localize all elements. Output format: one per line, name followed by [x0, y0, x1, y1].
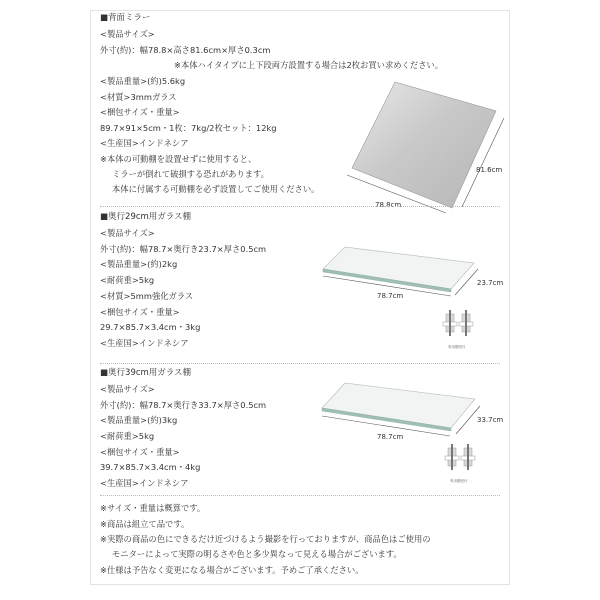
shelf39-heading: ■奥行39cm用ガラス棚 — [100, 368, 192, 378]
note-line: モニターによって実際の明るさや色と多少異なって見える場合がございます。 — [112, 549, 402, 559]
note-line: ※商品は組立て品です。 — [100, 519, 190, 529]
shelf39-spec-line: 39.7×85.7×3.4cm・4kg — [100, 462, 201, 472]
shelf39-spec-line: <製品サイズ> — [100, 384, 155, 394]
mirror-spec-line: ミラーが倒れて破損する恐れがあります。 — [112, 169, 269, 179]
shelf29-spec-line: <生産国>インドネシア — [100, 338, 189, 348]
shelf39-spec-line: <生産国>インドネシア — [100, 478, 189, 488]
section-divider — [100, 495, 500, 496]
note-line: ※仕様は予告なく変更になる場合がございます。予めご了承ください。 — [100, 565, 364, 575]
shelf29-spec-line: <製品重量>(約)2kg — [100, 259, 178, 269]
shelf29-spec-line: <材質>5mm強化ガラス — [100, 291, 194, 301]
mirror-spec-line: <製品重量>(約)5.6kg — [100, 76, 186, 86]
shelf39-spec-line: <耐荷重>5kg — [100, 431, 155, 441]
shelf39-spec-line: <梱包サイズ・重量> — [100, 447, 180, 457]
shelf39-spec-line: <製品重量>(約)3kg — [100, 415, 178, 425]
mirror-heading: ■背面ミラー — [100, 13, 151, 23]
shelf29-spec-line: <耐荷重>5kg — [100, 275, 155, 285]
shelf29-depth-label: 23.7cm — [477, 279, 504, 287]
mirror-spec-line: ※本体ハイタイプに上下段両方設置する場合は2枚お買い求めください。 — [174, 60, 444, 70]
shelf39-bracket-icon — [442, 442, 482, 478]
mirror-spec-line: <梱包サイズ・重量> — [100, 107, 180, 117]
mirror-spec-line: 89.7×91×5cm・1枚：7kg/2枚セット：12kg — [100, 123, 277, 133]
mirror-spec-line: <材質>3mmガラス — [100, 92, 177, 102]
shelf39-bracket-label: 専用棚受付 — [450, 479, 468, 483]
shelf29-spec-line: <梱包サイズ・重量> — [100, 307, 180, 317]
mirror-height-label: 81.6cm — [476, 166, 503, 174]
shelf29-width-label: 78.7cm — [377, 292, 404, 300]
shelf39-width-label: 78.7cm — [377, 433, 404, 441]
shelf29-heading: ■奥行29cm用ガラス棚 — [100, 212, 192, 222]
mirror-spec-line: <生産国>インドネシア — [100, 138, 189, 148]
shelf29-spec-line: 外寸(約)：幅78.7×奥行き23.7×厚さ0.5cm — [100, 244, 267, 254]
mirror-width-label: 78.8cm — [375, 201, 402, 209]
shelf29-spec-line: 29.7×85.7×3.4cm・3kg — [100, 322, 201, 332]
mirror-spec-line: ※本体の可動棚を設置せずに使用すると、 — [100, 154, 257, 164]
shelf39-spec-line: 外寸(約)：幅78.7×奥行き33.7×厚さ0.5cm — [100, 400, 267, 410]
shelf29-bracket-label: 専用棚受付 — [448, 345, 466, 349]
mirror-spec-line: 外寸(約)：幅78.8×高さ81.6cm×厚さ0.3cm — [100, 45, 271, 55]
note-line: ※サイズ・重量は概算です。 — [100, 503, 206, 513]
mirror-spec-line: <製品サイズ> — [100, 29, 155, 39]
shelf29-spec-line: <製品サイズ> — [100, 228, 155, 238]
shelf39-depth-label: 33.7cm — [477, 416, 504, 424]
note-line: ※実際の商品の色にできるだけ近づけるよう撮影を行っておりますが、商品色はご使用の — [100, 534, 431, 544]
mirror-spec-line: 本体に付属する可動棚を必ず設置してご使用ください。 — [112, 184, 320, 194]
